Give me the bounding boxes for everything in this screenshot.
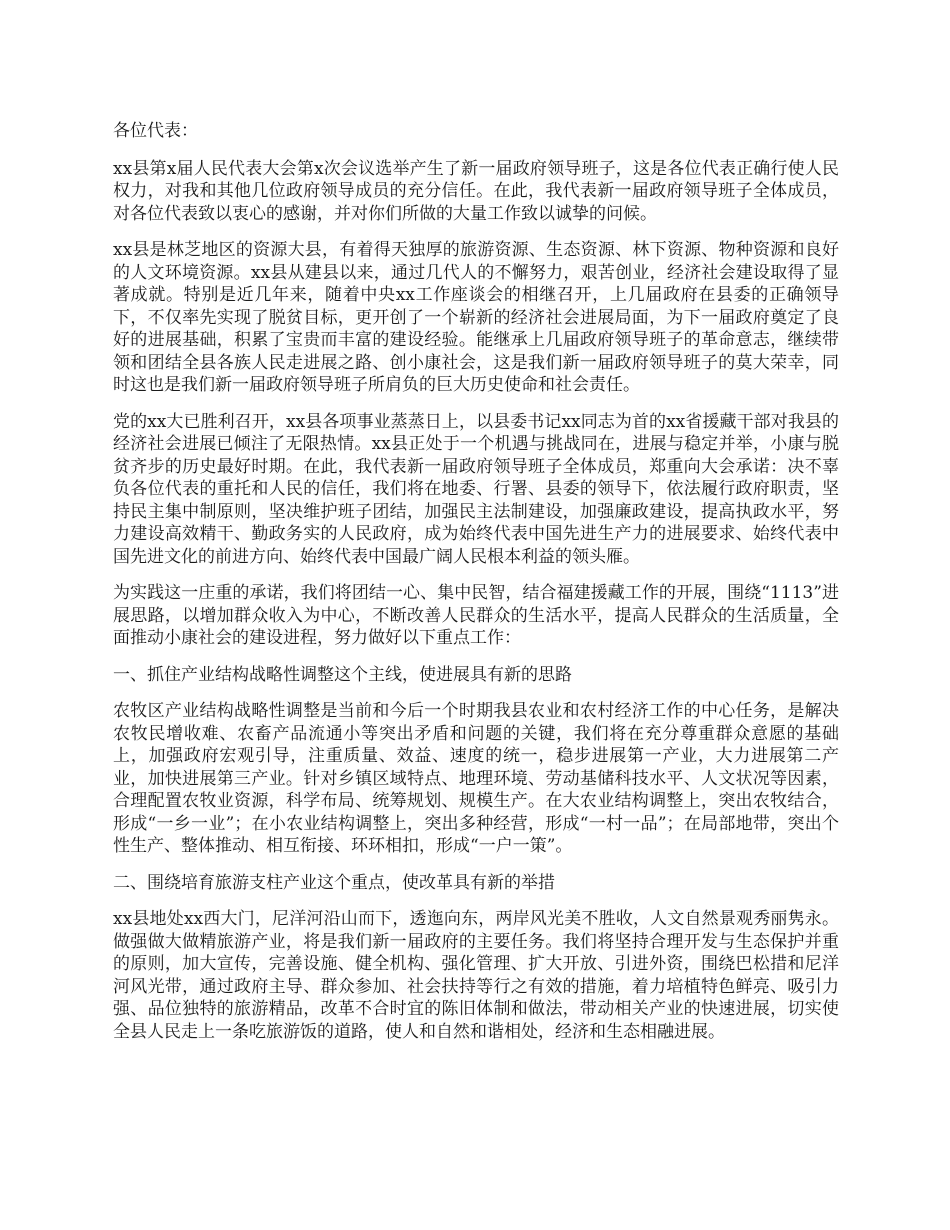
paragraph-key-work: 为实践这一庄重的承诺，我们将团结一心、集中民智，结合福建援藏工作的开展，围绕“1113”进展思路，以增加群众收入为中心，不断改善人民群众的生活水平，提高人民群众的生活质量，全面推动小康社会的建设进程，努力做好以下重点工作： bbox=[113, 583, 839, 648]
paragraph-industry-restructure: 农牧区产业结构战略性调整是当前和今后一个时期我县农业和农村经济工作的中心任务，是解决农牧民增收难、农畜产品流通小等突出矛盾和问题的关键，我们将在充分尊重群众意愿的基础上，加强政府宏观引导，注重质量、效益、速度的统一，稳步进展第一产业，大力进展第二产业，加快进展第三产业。针对乡镇区域特点、地理环境、劳动基储科技水平、人文状况等因素，合理配置农牧业资源，科学布局、统筹规划、规模生产。在大农业结构调整上，突出农牧结合，形成“一乡一业”；在小农业结构调整上，突出多种经营，形成“一村一品”；在局部地带，突出个性生产、整体推动、相互衔接、环环相扣，形成“一户一策”。 bbox=[113, 701, 839, 856]
paragraph-commitment: 党的xx大已胜利召开，xx县各项事业蒸蒸日上，以县委书记xx同志为首的xx省援藏干部对我县的经济社会进展已倾注了无限热情。xx县正处于一个机遇与挑战同在，进展与稳定并举，小康与脱贫齐步的历史最好时期。在此，我代表新一届政府领导班子全体成员，郑重向大会承诺：决不辜负各位代表的重托和人民的信任，我们将在地委、行署、县委的领导下，依法履行政府职责，坚持民主集中制原则，坚决维护班子团结，加强民主法制建设，加强廉政建设，提高执政水平，努力建设高效精干、勤政务实的人民政府，成为始终代表中国先进生产力的进展要求、始终代表中国先进文化的前进方向、始终代表中国最广阔人民根本利益的领头雁。 bbox=[113, 411, 839, 567]
document-body bbox=[113, 120, 839, 1057]
salutation: 各位代表： bbox=[113, 121, 198, 141]
paragraph-tourism: xx县地处xx西大门，尼洋河沿山而下，透迤向东，两岸风光美不胜收，人文自然景观秀丽隽永。做强做大做精旅游产业，将是我们新一届政府的主要任务。我们将坚持合理开发与生态保护并重的原则，加大宣传，完善设施、健全机构、强化管理、扩大开放、引进外资，围绕巴松措和尼洋河风光带，通过政府主导、群众参加、社会扶持等行之有效的措施，着力培植特色鲜亮、吸引力强、品位独特的旅游精品，改革不合时宜的陈旧体制和做法，带动相关产业的快速进展，切实使全县人民走上一条吃旅游饭的道路，使人和自然和谐相处，经济和生态相融进展。 bbox=[113, 909, 839, 1042]
paragraph-election: xx县第x届人民代表大会第x次会议选举产生了新一届政府领导班子，这是各位代表正确行使人民权力，对我和其他几位政府领导成员的充分信任。在此，我代表新一届政府领导班子全体成员，对各位代表致以衷心的感谢，并对你们所做的大量工作致以诚挚的问候。 bbox=[113, 158, 839, 224]
section-heading-industry: 一、抓住产业结构战略性调整这个主线，使进展具有新的思路 bbox=[113, 664, 572, 685]
section-heading-tourism: 二、围绕培育旅游支柱产业这个重点，使改革具有新的举措 bbox=[113, 872, 555, 893]
paragraph-county-resources: xx县是林芝地区的资源大县，有着得天独厚的旅游资源、生态资源、林下资源、物种资源和良好的人文环境资源。xx县从建县以来，通过几代人的不懈努力，艰苦创业，经济社会建设取得了显著成就。特别是近几年来，随着中央xx工作座谈会的相继召开，上几届政府在县委的正确领导下，不仅率先实现了脱贫目标，更开创了一个崭新的经济社会进展局面，为下一届政府奠定了良好的进展基础，积累了宝贵而丰富的建设经验。能继承上几届政府领导班子的革命意志，继续带领和团结全县各族人民走进展之路、创小康社会，这是我们新一届政府领导班子的莫大荣幸，同时这也是我们新一届政府领导班子所肩负的巨大历史使命和社会责任。 bbox=[113, 240, 839, 395]
